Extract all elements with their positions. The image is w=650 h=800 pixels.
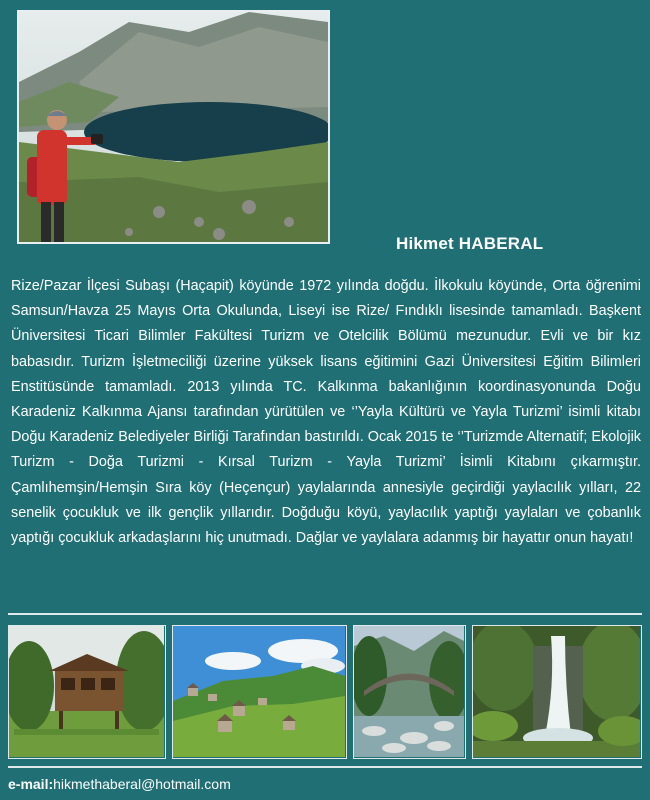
email-address[interactable]: hikmethaberal@hotmail.com — [53, 776, 231, 792]
photo-stone-bridge — [353, 625, 466, 759]
author-photo — [17, 10, 330, 244]
contact-email — [8, 776, 231, 792]
top-divider — [8, 613, 642, 615]
author-name: Hikmet HABERAL — [396, 234, 544, 253]
photo-wooden-house — [8, 625, 166, 759]
author-biography: Rize/Pazar İlçesi Subaşı (Haçapit) köyünde 1972 yılında doğdu. İlkokulu köyünde, Orta öğrenimi Samsun/Havza 25 Mayıs Orta Okulunda, Liseyi ise Rize/ Fındıklı lisesinde tamamladı. Başkent Üniversitesi Ticari Bilimler Fakültesi Turizm ve Otelcilik Bölümü mezunudur. Evli ve bir kız babasıdır. Turizm İşletmeciliği üzerine yüksek lisans eğitimini Gazi Üniversitesi Eğitim Bilimleri Enstitüsünde tamamladı. 2013 yılında TC. Kalkınma bakanlığının koordinasyonunda Doğu Karadeniz Kalkınma Ajansı tarafından yürütülen ve ‘’Yayla Kültürü ve Yayla Turizmi’ isimli kitabı Doğu Karadeniz Belediyeler Birliği Tarafından bastırıldı. Ocak 2015 te ‘’Turizmde Alternatif; Ekolojik Turizm - Doğa Turizmi - Kırsal Turizm - Yayla Turizmi’ İsimli Kitabını çıkarmıştır. Çamlıhemşin/Hemşin Sıra köy (Heçençur) yaylalarında annesiyle geçirdiği yaylacılık yılları, 22 senelik çocukluk ve ilk gençlik yıllarıdır. Doğduğu köyü, yaylacılık yaptığı yaylaları ve çobanlık yaptığı çocukluk arkadaşlarını hiç unutmadı. Dağlar ve yaylalara adanmış bir hayattır onun hayatı! — [11, 278, 641, 547]
email-label: e-mail: — [8, 776, 54, 792]
bottom-divider — [8, 766, 642, 768]
photo-highland-village — [172, 625, 347, 759]
photo-waterfall — [472, 625, 642, 759]
